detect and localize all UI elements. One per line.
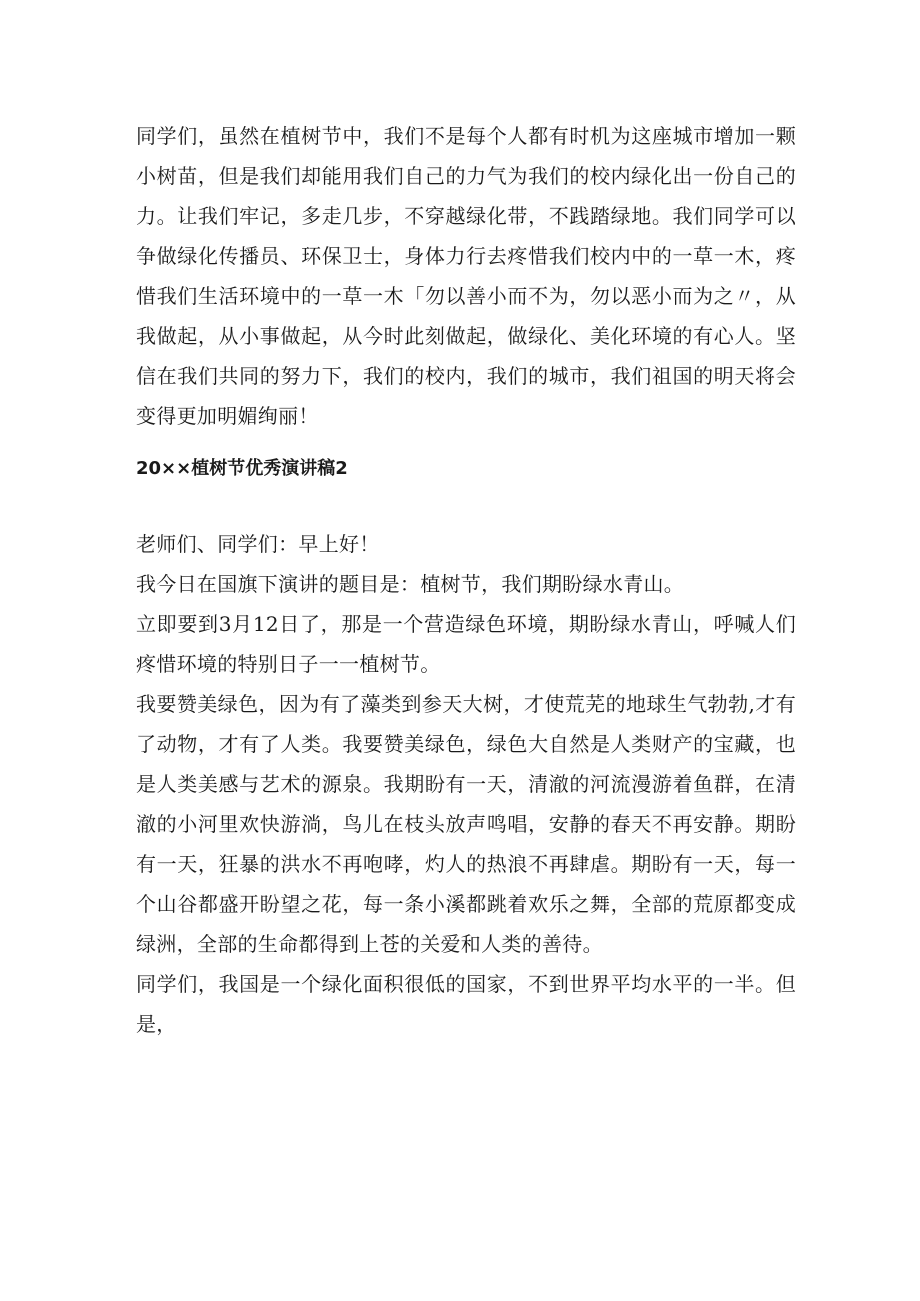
paragraph-closing-appeal: 同学们，虽然在植树节中，我们不是每个人都有时机为这座城市增加一颗小树苗，但是我们却能用我们自己的力气为我们的校内绿化出一份自己的力。让我们牢记，多走几步，不穿越绿化带，不践踏绿地。我们同学可以争做绿化传播员、环保卫士，身体力行去疼惜我们校内中的一草一木，疼惜我们生活环境中的一草一木「勿以善小而不为，勿以恶小而为之〃，从我做起，从小事做起，从今时此刻做起，做绿化、美化环境的有心人。坚信在我们共同的努力下，我们的校内，我们的城市，我们祖国的明天将会变得更加明媚绚丽！ [136, 124, 796, 428]
paragraph-national-greening: 同学们，我国是一个绿化面积很低的国家，不到世界平均水平的一半。但是， [136, 972, 796, 1036]
document-page [136, 116, 796, 1044]
greeting-line: 老师们、同学们：早上好！ [136, 532, 380, 556]
paragraph-praise-green: 我要赞美绿色，因为有了藻类到参天大树，才使荒芜的地球生气勃勃,才有了动物，才有了人类。我要赞美绿色，绿色大自然是人类财产的宝藏，也是人类美感与艺术的源泉。我期盼有一天，清澈的河流漫游着鱼群，在清澈的小河里欢快游淌，鸟儿在枝头放声鸣唱，安静的春天不再安静。期盼有一天，狂暴的洪水不再咆哮，灼人的热浪不再肆虐。期盼有一天，每一个山谷都盛开盼望之花，每一条小溪都跳着欢乐之舞，全部的荒原都变成绿洲，全部的生命都得到上苍的关爱和人类的善待。 [136, 692, 796, 956]
speech-title: 20××植树节优秀演讲稿2 [136, 458, 348, 479]
paragraph-topic: 我今日在国旗下演讲的题目是：植树节，我们期盼绿水青山。 [136, 572, 685, 596]
paragraph-date-intro: 立即要到3月12日了，那是一个营造绿色环境，期盼绿水青山，呼喊人们疼惜环境的特别日子一一植树节。 [136, 612, 796, 676]
